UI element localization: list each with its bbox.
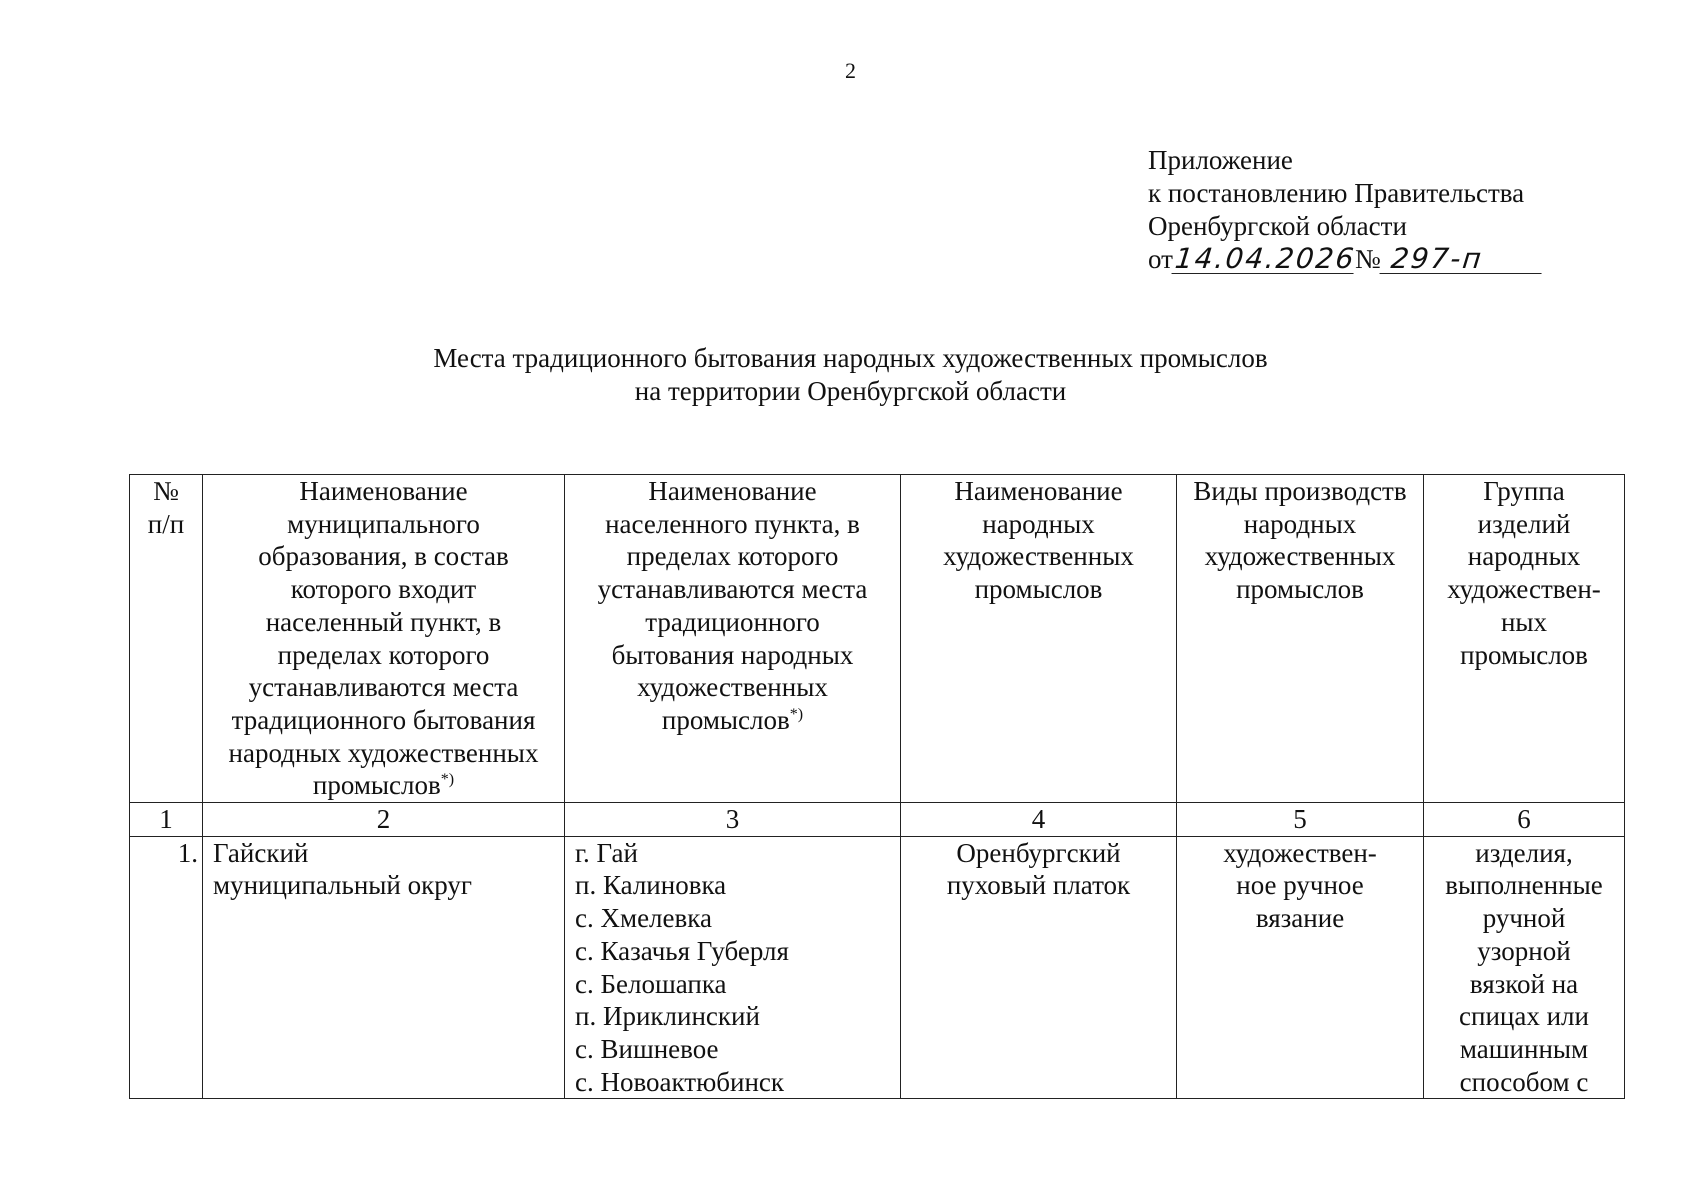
header-row (130, 475, 1625, 803)
cell-line: устанавливаются места (597, 574, 868, 605)
cell-line: Наименование (648, 476, 817, 506)
title-line-1: Места традиционного бытования народных художественных промыслов (433, 343, 1268, 373)
cell-line: Группа (1483, 476, 1565, 506)
municipality-cell (203, 836, 565, 1099)
cell-line: ных (1500, 606, 1548, 637)
header-col-4 (901, 475, 1177, 803)
column-number: 2 (203, 803, 565, 837)
cell-line: художествен- (1223, 837, 1377, 868)
appendix-line-1: Приложение (1148, 145, 1293, 175)
cell-line: образования, в состав (258, 541, 509, 572)
title-line-2: на территории Оренбургской области (634, 376, 1067, 406)
footnote-mark-col-3: *) (789, 705, 804, 723)
cell-line: № (153, 476, 179, 506)
appendix-line-3: Оренбургской области (1148, 211, 1407, 241)
cell-line: с. Вишневое (575, 1033, 719, 1064)
cell-line: муниципального (287, 508, 480, 539)
header-col-5 (1177, 475, 1424, 803)
cell-line: Наименование (954, 476, 1123, 506)
page-number: 2 (845, 58, 856, 83)
cell-line: изделия, (1475, 837, 1573, 868)
cell-line: машинным (1459, 1033, 1589, 1064)
cell-line: народных (1243, 508, 1357, 539)
number-prefix: № (1354, 244, 1381, 274)
cell-line: п. Калиновка (575, 870, 727, 901)
cell-line: Наименование (299, 476, 468, 506)
cell-line: Оренбургский (956, 837, 1121, 868)
footnote-mark-col-2: *) (440, 771, 455, 789)
cell-line: художественных (637, 672, 828, 703)
handwritten-date: 14.04.2026 (1173, 242, 1358, 275)
header-col-2 (203, 475, 565, 803)
header-col-6 (1424, 475, 1625, 803)
cell-line: пуховый платок (946, 870, 1131, 901)
cell-line: художествен- (1447, 574, 1601, 605)
cell-line: населенного пункта, в (605, 508, 860, 539)
cell-line: вязание (1255, 903, 1345, 934)
cell-line: муниципальный округ (213, 870, 472, 901)
cell-line: Виды производств (1193, 476, 1407, 506)
appendix-block (1148, 144, 1543, 276)
appendix-date-line (1148, 243, 1543, 276)
cell-line: народных (1467, 541, 1581, 572)
cell-line: п. Ириклинский (575, 1001, 760, 1032)
cell-line: с. Казачья Губерля (575, 935, 789, 966)
cell-line: с. Новоактюбинск (575, 1066, 784, 1097)
cell-line: с. Белошапка (575, 968, 727, 999)
column-number: 4 (901, 803, 1177, 837)
column-number-row (130, 803, 1625, 837)
production-cell (1177, 836, 1424, 1099)
header-col-3 (565, 475, 901, 803)
row-number: 1. (130, 836, 203, 1099)
header-col-1 (130, 475, 203, 803)
cell-line: с. Хмелевка (575, 903, 712, 934)
cell-line: которого входит (290, 574, 477, 605)
cell-line: художественных (943, 541, 1134, 572)
cell-line: художественных (1204, 541, 1396, 572)
cell-line: традиционного бытования (231, 704, 536, 735)
handwritten-number: 297-п (1379, 245, 1544, 274)
cell-line: выполненные (1445, 870, 1603, 901)
cell-line: ное ручное (1236, 870, 1364, 901)
column-number: 6 (1424, 803, 1625, 837)
cell-line: устанавливаются места (248, 672, 519, 703)
settlements-cell (565, 836, 901, 1099)
cell-line: пределах которого (277, 639, 490, 670)
craft-cell (901, 836, 1177, 1099)
cell-line: способом с (1459, 1066, 1589, 1097)
cell-line: г. Гай (575, 837, 638, 868)
document-title (0, 342, 1701, 408)
appendix-line-2: к постановлению Правительства (1148, 178, 1525, 208)
cell-line: узорной (1477, 935, 1571, 966)
cell-line: спицах или (1459, 1001, 1589, 1032)
cell-line: бытования народных (611, 639, 854, 670)
product-group-cell (1424, 836, 1625, 1099)
cell-line: пределах которого (626, 541, 839, 572)
column-number: 3 (565, 803, 901, 837)
cell-line: вязкой на (1469, 968, 1579, 999)
cell-line: п/п (147, 508, 185, 539)
cell-line: традиционного (645, 606, 820, 637)
cell-line: народных художественных (228, 737, 539, 768)
table-row (130, 836, 1625, 1099)
cell-line: ручной (1482, 903, 1566, 934)
cell-line: населенный пункт, в (265, 606, 502, 637)
cell-line: народных (982, 508, 1095, 539)
cell-line: промыслов (1460, 639, 1588, 670)
cell-line: промыслов (312, 770, 441, 801)
cell-line: изделий (1477, 508, 1571, 539)
cell-line: Гайский (213, 837, 309, 868)
cell-line: промыслов (974, 574, 1103, 605)
column-number: 1 (130, 803, 203, 837)
date-prefix: от (1148, 244, 1173, 274)
cell-line: промыслов (661, 704, 790, 735)
cell-line: промыслов (1236, 574, 1364, 605)
column-number: 5 (1177, 803, 1424, 837)
crafts-table (129, 474, 1625, 1099)
